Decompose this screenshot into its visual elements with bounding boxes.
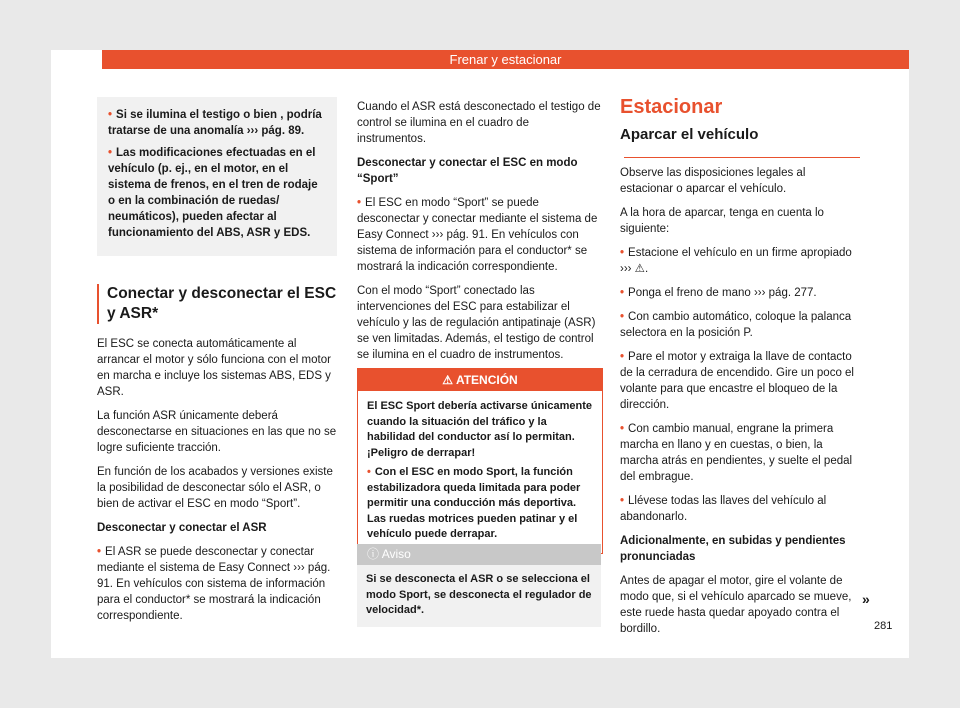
paragraph: A la hora de aparcar, tenga en cuenta lo siguiente: <box>620 207 824 235</box>
section-title: Estacionar <box>620 96 723 118</box>
paragraph: Observe las disposiciones legales al estacionar o aparcar el vehículo. <box>620 167 806 195</box>
paragraph: En función de los acabados y versiones existe la posibilidad de desconectar sólo el ASR, o bien de activar el ESC en modo “Sport”. <box>97 466 333 510</box>
section-title: Conectar y desconectar el ESC y ASR* <box>97 284 337 324</box>
warning-triangle-icon: ⚠ <box>442 373 454 387</box>
bullet-item: • Estacione el vehículo en un firme apropiado ››› ⚠. <box>620 245 860 277</box>
page-number: 281 <box>874 620 893 632</box>
paragraph: Cuando el ASR está desconectado el testigo de control se ilumina en el cuadro de instrumentos. <box>357 101 601 145</box>
note-box <box>97 97 337 256</box>
aviso-header <box>357 544 601 565</box>
continue-mark: » <box>862 591 870 607</box>
warning-body <box>358 391 602 553</box>
document-page <box>51 50 909 658</box>
bullet-item: • Llévese todas las llaves del vehículo al abandonarlo. <box>620 493 860 525</box>
warning-header <box>358 369 602 391</box>
bullet-item: • El ASR se puede desconectar y conectar mediante el sistema de Easy Connect ››› pág. 91. En vehículos con sistema de información para el conductor* se mostrará la indicación correspondiente. <box>97 544 337 624</box>
warning-bullet: • Con el ESC en modo Sport, la función estabilizadora queda limitada para poder permitir una conducción más deportiva. Las ruedas motrices pueden patinar y el vehículo puede derrapar. <box>367 465 593 543</box>
sub-heading: Adicionalmente, en subidas y pendientes pronunciadas <box>620 535 846 563</box>
aviso-title: Aviso <box>381 547 411 561</box>
chapter-header: Frenar y estacionar <box>102 50 909 69</box>
column-left <box>97 97 337 632</box>
bullet-item: • Pare el motor y extraiga la llave de contacto de la cerradura de encendido. Gire un poco el volante para que encastre el bloqueo de la dirección. <box>620 349 860 413</box>
aviso-text: Si se desconecta el ASR o se selecciona el modo Sport, se desconecta el regulador de velocidad*. <box>366 573 592 616</box>
paragraph: El ESC se conecta automáticamente al arrancar el motor y sólo funciona con el motor en marcha e incluye los sistemas ABS, EDS y ASR. <box>97 338 331 398</box>
note-aviso-box <box>357 544 601 627</box>
paragraph: Con el modo “Sport” conectado las intervenciones del ESC para estabilizar el vehículo y las de regulación antipatinaje (ASR) se ven limitadas. Además, el testigo de control se ilumina en el cuadro de instrumentos. <box>357 285 596 361</box>
column-middle <box>357 99 601 371</box>
warning-text: El ESC Sport debería activarse únicamente cuando la situación del tráfico y la habilidad del conductor así lo permitan. ¡Peligro de derrapar! <box>367 400 592 459</box>
sub-heading: Desconectar y conectar el ASR <box>97 522 267 534</box>
section-subtitle: Aparcar el vehículo <box>620 126 759 143</box>
info-icon: ⓘ <box>367 547 380 561</box>
paragraph: Antes de apagar el motor, gire el volante de modo que, si el vehículo aparcado se mueve, este ruede hasta quedar apoyado contra el bordillo. <box>620 575 852 635</box>
paragraph: La función ASR únicamente deberá desconectarse en situaciones en las que no se logre suficiente tracción. <box>97 410 337 454</box>
subtitle-rule <box>624 157 860 158</box>
sub-heading: Desconectar y conectar el ESC en modo “Sport” <box>357 157 578 185</box>
bullet-item: • Ponga el freno de mano ››› pág. 277. <box>620 285 860 301</box>
note-bullet-2: • Las modificaciones efectuadas en el vehículo (p. ej., en el motor, en el sistema de frenos, en el tren de rodaje o en la combinación de ruedas/ neumáticos), pueden afectar al funcionamiento del ABS, ASR y EDS. <box>108 145 326 241</box>
column-right <box>620 96 860 645</box>
bullet-item: • Con cambio manual, engrane la primera marcha en llano y en cuestas, o bien, la marcha atrás en pendientes, y suelte el pedal del embrague. <box>620 421 860 485</box>
bullet-item: • Con cambio automático, coloque la palanca selectora en la posición P. <box>620 309 860 341</box>
note-bullet-1: • Si se ilumina el testigo o bien , podría tratarse de una anomalía ››› pág. 89. <box>108 107 326 139</box>
bullet-item: • El ESC en modo “Sport” se puede desconectar y conectar mediante el sistema de Easy Connect ››› pág. 91. En vehículos con sistema de información para el conductor* se mostrará la indicación correspondiente. <box>357 195 601 275</box>
warning-title: ATENCIÓN <box>455 373 518 387</box>
warning-box <box>357 368 603 554</box>
